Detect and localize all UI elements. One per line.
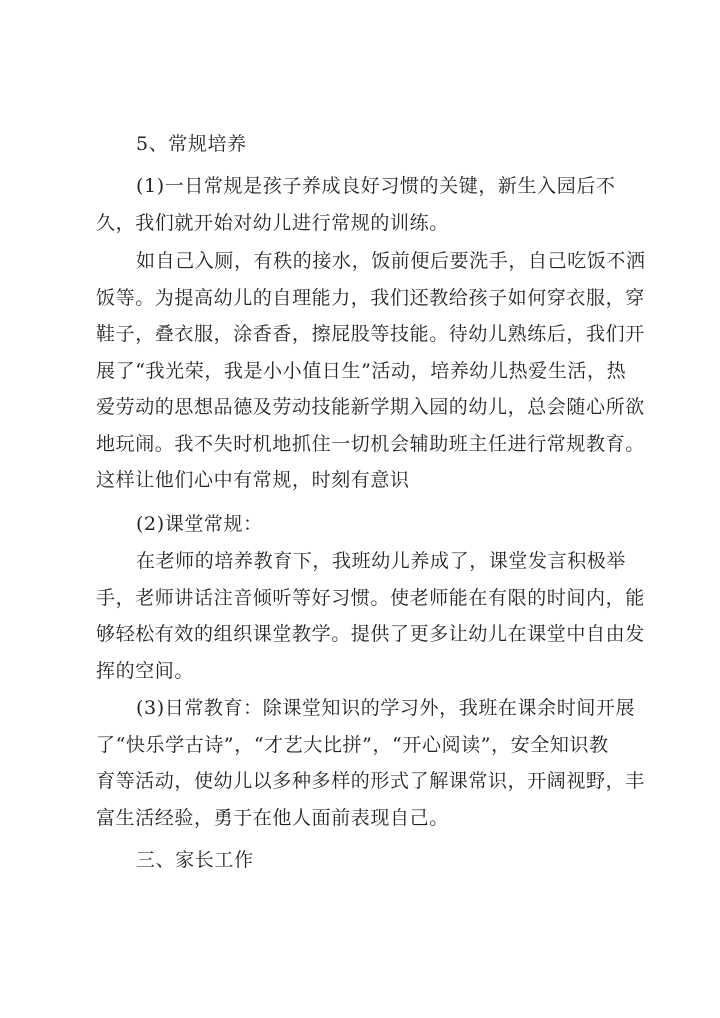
heading-text: (2)课堂常规： (136, 513, 263, 535)
text-line: 地玩闹。我不失时机地抓住一切机会辅助班主任进行常规教育。 (96, 432, 645, 455)
heading-parent-work (96, 842, 636, 879)
text-line: 展了“我光荣，我是小小值日生”活动，培养幼儿热爱生活，热 (96, 359, 627, 382)
text-line: 如自己入厕，有秩的接水，饭前便后要洗手，自己吃饭不洒 (136, 250, 646, 272)
text-line: 够轻松有效的组织课堂教学。提供了更多让幼儿在课堂中自由发 (96, 623, 645, 645)
paragraph-daily-routine (96, 168, 636, 241)
text-line: 富生活经验，勇于在他人面前表现自己。 (96, 806, 449, 829)
text-line: (1)一日常规是孩子养成良好习惯的关键，新生入园后不 (136, 175, 616, 197)
paragraph-classroom (96, 543, 645, 689)
text-line: 在老师的培养教育下，我班幼儿养成了，课堂发言积极举 (136, 550, 627, 572)
text-line: 育等活动，使幼儿以多种多样的形式了解课常识，开阔视野，丰 (96, 770, 645, 792)
heading-text: 5、常规培养 (136, 133, 247, 155)
text-line: 手，老师讲话注音倾听等好习惯。使老师能在有限的时间内，能 (96, 586, 645, 609)
text-line: 爱劳动的思想品德及劳动技能新学期入园的幼儿，总会随心所欲 (96, 396, 645, 418)
heading-classroom-routine (96, 506, 636, 543)
text-line: 久，我们就开始对幼儿进行常规的训练。 (96, 211, 449, 234)
text-line: (3)日常教育：除课堂知识的学习外，我班在课余时间开展 (136, 697, 636, 719)
text-line: 这样让他们心中有常规，时刻有意识 (96, 469, 410, 491)
paragraph-self-care (96, 243, 646, 499)
paragraph-daily-education (96, 690, 645, 836)
text-line: 了“快乐学古诗”，“才艺大比拼”，“开心阅读”，安全知识教 (96, 733, 609, 756)
text-line: 鞋子，叠衣服，涂香香，擦屁股等技能。待幼儿熟练后，我们开 (96, 323, 645, 345)
text-line: 饭等。为提高幼儿的自理能力，我们还教给孩子如何穿衣服，穿 (96, 286, 645, 309)
text-line: 挥的空间。 (96, 659, 195, 682)
heading-text: 三、家长工作 (136, 849, 254, 871)
heading-routine-training (96, 126, 636, 163)
